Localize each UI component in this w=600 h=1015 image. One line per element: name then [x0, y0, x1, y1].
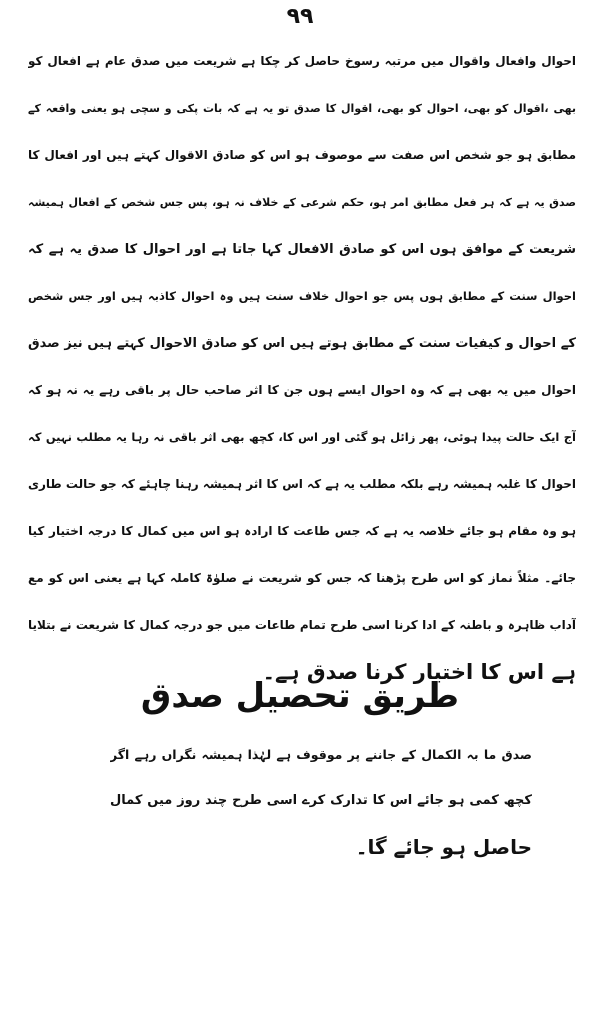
paragraph-line: کے احوال و کیفیات سنت کے مطابق ہوتے ہیں اس کو صادق الاحوال کہتے ہیں نیز صدق [28, 336, 576, 351]
main-paragraph [28, 38, 576, 696]
section-line: کچھ کمی ہو جائے اس کا تدارک کرے اسی طرح چند روز میں کمال [110, 793, 532, 808]
section-heading: طریق تحصیل صدق [140, 676, 460, 716]
paragraph-line: شریعت کے موافق ہوں اس کو صادق الافعال کہا جاتا ہے اور احوال کا صدق یہ ہے کہ [28, 242, 576, 257]
paragraph-line: ہو وہ مقام ہو جائے خلاصہ یہ ہے کہ جس طاعت کا ارادہ ہو اس میں کمال کا درجہ اختیار کیا [28, 524, 576, 538]
section-line: حاصل ہو جائے گا۔ [355, 835, 532, 859]
paragraph-line: احوال میں یہ بھی ہے کہ وہ احوال ایسے ہوں جن کا اثر صاحب حال پر باقی رہے یہ نہ ہو کہ [28, 383, 576, 397]
paragraph-line: احوال کا غلبہ ہمیشہ رہے بلکہ مطلب یہ ہے کہ اس کا اثر ہمیشہ رہنا چاہئے کہ جو حالت طاری [28, 477, 576, 491]
paragraph-line: جائے۔ مثلاً نماز کو اس طرح پڑھنا کہ جس کو شریعت نے صلوٰۃ کاملہ کہا ہے یعنی اس کو مع [28, 571, 576, 585]
paragraph-line: احوال سنت کے مطابق ہوں پس جو احوال خلاف سنت ہیں وہ احوال کاذبہ ہیں اور جس شخص [28, 289, 576, 303]
paragraph-line: احوال وافعال واقوال میں مرتبہ رسوخ حاصل کر چکا ہے شریعت میں صدق عام ہے افعال کو [28, 54, 576, 68]
paragraph-line: مطابق ہو جو شخص اس صفت سے موصوف ہو اس کو صادق الاقوال کہتے ہیں اور افعال کا [28, 148, 576, 162]
section-line: صدق ما بہ الکمال کے جاننے پر موقوف ہے لہٰذا ہمیشہ نگراں رہے اگر [110, 747, 532, 762]
paragraph-line: آداب ظاہرہ و باطنہ کے ادا کرنا اسی طرح تمام طاعات میں جو درجہ کمال کا شریعت نے بتلایا [28, 618, 576, 632]
section-paragraph [110, 732, 532, 870]
paragraph-line: آج ایک حالت پیدا ہوئی، پھر زائل ہو گئی اور اس کا، کچھ بھی اثر باقی نہ رہا یہ مطلب نہیں کہ [28, 430, 576, 444]
paragraph-line: بھی ،اقوال کو بھی، احوال کو بھی، اقوال کا صدق تو یہ ہے کہ بات پکی و سچی ہو یعنی واقعہ کے [28, 102, 576, 115]
paragraph-line: ہے اس کا اختیار کرنا صدق ہے۔ [262, 660, 576, 684]
paragraph-line: صدق یہ ہے کہ ہر فعل مطابق امر ہو، حکم شرعی کے خلاف نہ ہو، پس جس شخص کے افعال ہمیشہ [28, 196, 576, 209]
page-number: ۹۹ [286, 4, 314, 29]
